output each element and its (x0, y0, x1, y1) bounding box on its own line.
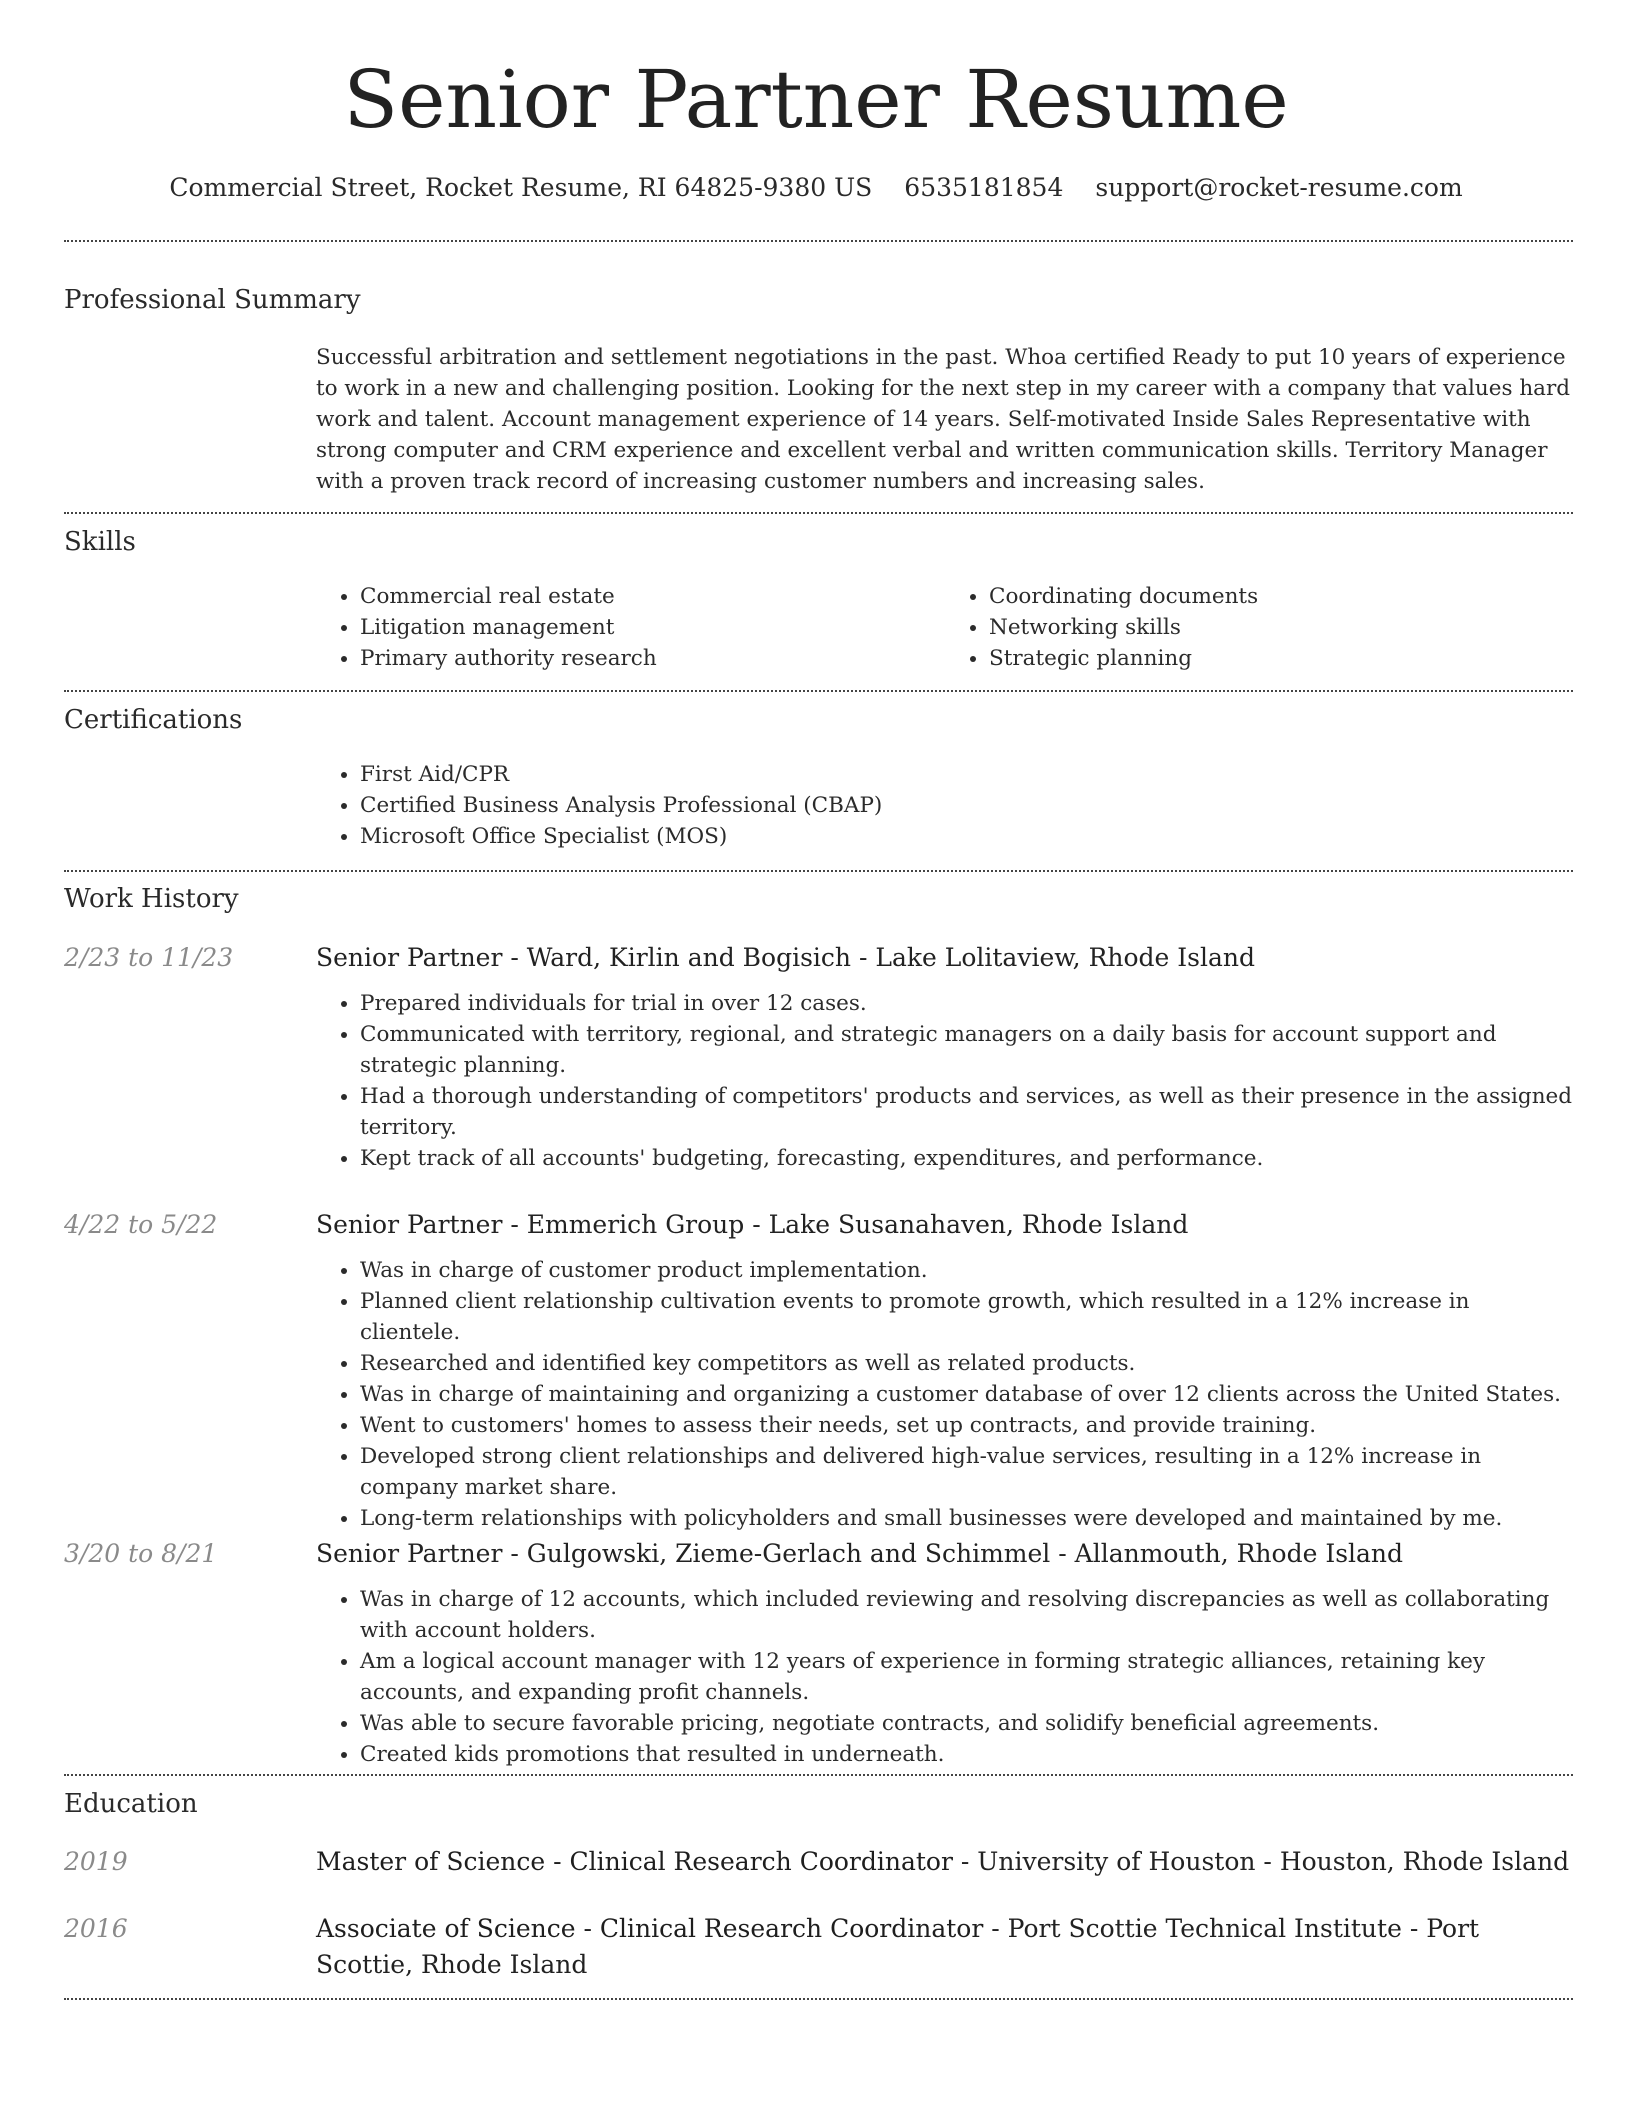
list-item: • Communicated with territory, regional, and strategic managers on a daily basis for account support and strategic planning. (360, 1019, 1574, 1081)
job-heading: Senior Partner - Ward, Kirlin and Bogisich - Lake Lolitaview, Rhode Island (316, 943, 1256, 972)
contact-line (0, 170, 1632, 206)
education-year: 2019 (64, 1847, 128, 1876)
list-item: • Long-term relationships with policyholders and small businesses were developed and maintained by me. (360, 1503, 1574, 1534)
section-title-certifications: Certifications (64, 705, 243, 735)
education-degree: Associate of Science - Clinical Research Coordinator (316, 1914, 984, 1943)
job-dates: 3/20 to 8/21 (64, 1539, 218, 1568)
education-entry (316, 1911, 1574, 1983)
list-item: • Certified Business Analysis Professional (CBAP) (360, 790, 1574, 821)
summary-block (316, 342, 1574, 497)
list-item: • Kept track of all accounts' budgeting, forecasting, expenditures, and performance. (360, 1143, 1574, 1174)
skills-list (316, 581, 1574, 674)
list-item: • Was in charge of 12 accounts, which included reviewing and resolving discrepancies as well as collaborating with account holders. (360, 1584, 1574, 1646)
list-item: • Planned client relationship cultivation events to promote growth, which resulted in a 12% increase in clientele. (360, 1286, 1574, 1348)
list-item: • Commercial real estate (360, 581, 945, 612)
job-bullets (316, 1584, 1574, 1770)
certifications-list (316, 759, 1574, 852)
contact-phone: 6535181854 (904, 173, 1064, 202)
list-item: • Strategic planning (989, 643, 1574, 674)
education-entry (316, 1844, 1574, 1880)
skills-column-left (316, 581, 945, 674)
list-item: • Microsoft Office Specialist (MOS) (360, 821, 1574, 852)
divider (64, 870, 1573, 872)
divider (64, 690, 1573, 692)
section-title-education: Education (64, 1789, 198, 1819)
list-item: • Was able to secure favorable pricing, negotiate contracts, and solidify beneficial agreements. (360, 1708, 1574, 1739)
list-item: • Was in charge of customer product implementation. (360, 1255, 1574, 1286)
list-item: • Created kids promotions that resulted in underneath. (360, 1739, 1574, 1770)
education-year: 2016 (64, 1914, 128, 1943)
list-item: • First Aid/CPR (360, 759, 1574, 790)
job-heading: Senior Partner - Gulgowski, Zieme-Gerlach and Schimmel - Allanmouth, Rhode Island (316, 1539, 1404, 1568)
contact-address: Commercial Street, Rocket Resume, RI 64825-9380 US (169, 173, 873, 202)
section-title-summary: Professional Summary (64, 285, 361, 315)
job-bullets (316, 1255, 1574, 1534)
job-entry (316, 1207, 1574, 1534)
job-dates: 2/23 to 11/23 (64, 943, 234, 972)
contact-email: support@rocket-resume.com (1095, 173, 1463, 202)
list-item: • Networking skills (989, 612, 1574, 643)
resume-title: Senior Partner Resume (343, 53, 1289, 146)
summary-text: Successful arbitration and settlement negotiations in the past. Whoa certified Ready to put 10 years of experience to work in a new and challenging position. Looking for the next step in my career with a company that values hard work and talent. Account management experience of 14 years. Self-motivated Inside Sales Representative with strong computer and CRM experience and excellent verbal and written communication skills. Territory Manager with a proven track record of increasing customer numbers and increasing sales. (316, 345, 1571, 494)
education-school: - University of Houston - Houston, Rhode Island (952, 1847, 1570, 1876)
job-heading: Senior Partner - Emmerich Group - Lake Susanahaven, Rhode Island (316, 1210, 1189, 1239)
job-entry (316, 1536, 1574, 1770)
list-item: • Primary authority research (360, 643, 945, 674)
list-item: • Litigation management (360, 612, 945, 643)
education-degree: Master of Science - Clinical Research Coordinator (316, 1847, 953, 1876)
list-item: • Had a thorough understanding of competitors' products and services, as well as their presence in the assigned territory. (360, 1081, 1574, 1143)
job-bullets (316, 988, 1574, 1174)
divider (64, 240, 1573, 242)
job-entry (316, 940, 1574, 1174)
list-item: • Developed strong client relationships and delivered high-value services, resulting in a 12% increase in company market share. (360, 1441, 1574, 1503)
section-title-work-history: Work History (64, 884, 239, 914)
divider (64, 1998, 1573, 2000)
list-item: • Researched and identified key competitors as well as related products. (360, 1348, 1574, 1379)
list-item: • Prepared individuals for trial in over 12 cases. (360, 988, 1574, 1019)
list-item: • Went to customers' homes to assess their needs, set up contracts, and provide training. (360, 1410, 1574, 1441)
list-item: • Coordinating documents (989, 581, 1574, 612)
job-dates: 4/22 to 5/22 (64, 1210, 218, 1239)
section-title-skills: Skills (64, 527, 136, 557)
divider (64, 512, 1573, 514)
skills-column-right (945, 581, 1574, 674)
divider (64, 1774, 1573, 1776)
list-item: • Am a logical account manager with 12 years of experience in forming strategic alliances, retaining key accounts, and expanding profit channels. (360, 1646, 1574, 1708)
education-school: - Port Scottie Technical Institute - Port Scottie, Rhode Island (316, 1914, 1480, 1979)
list-item: • Was in charge of maintaining and organizing a customer database of over 12 clients across the United States. (360, 1379, 1574, 1410)
